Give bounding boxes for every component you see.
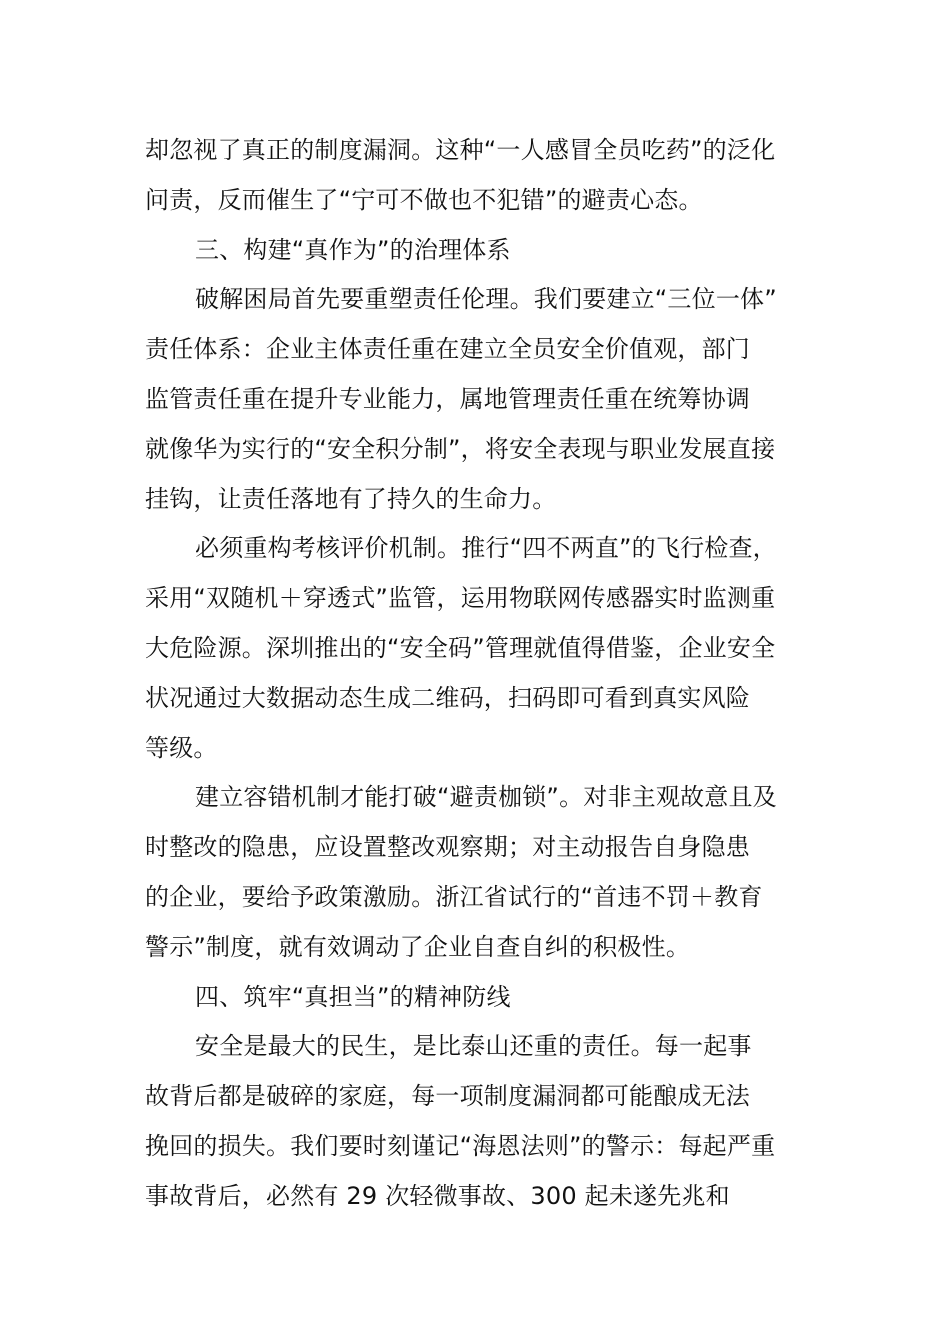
paragraph-line: 破解困局首先要重塑责任伦理。我们要建立“三位一体” xyxy=(195,285,777,314)
paragraph-line: 时整改的隐患，应设置整改观察期；对主动报告自身隐患 xyxy=(145,833,750,862)
section-heading: 四、筑牢“真担当”的精神防线 xyxy=(195,982,511,1011)
paragraph-line: 状况通过大数据动态生成二维码，扫码即可看到真实风险 xyxy=(145,683,750,712)
paragraph-line: 挂钩，让责任落地有了持久的生命力。 xyxy=(145,484,557,513)
paragraph-line: 大危险源。深圳推出的“安全码”管理就值得借鉴，企业安全 xyxy=(145,633,776,662)
paragraph-line: 挽回的损失。我们要时刻谨记“海恩法则”的警示：每起严重 xyxy=(145,1131,776,1160)
paragraph-line: 却忽视了真正的制度漏洞。这种“一人感冒全员吃药”的泛化 xyxy=(145,136,776,164)
paragraph-line: 等级。 xyxy=(145,733,218,762)
paragraph-line: 故背后都是破碎的家庭，每一项制度漏洞都可能酿成无法 xyxy=(145,1082,750,1111)
paragraph-line: 安全是最大的民生，是比泰山还重的责任。每一起事 xyxy=(195,1032,752,1061)
paragraph-line: 必须重构考核评价机制。推行“四不两直”的飞行检查， xyxy=(195,534,777,563)
paragraph-line: 警示”制度，就有效调动了企业自查自纠的积极性。 xyxy=(145,932,691,961)
paragraph-line: 责任体系：企业主体责任重在建立全员安全价值观，部门 xyxy=(145,335,750,364)
paragraph-line: 就像华为实行的“安全积分制”，将安全表现与职业发展直接 xyxy=(145,434,776,463)
section-heading: 三、构建“真作为”的治理体系 xyxy=(195,235,511,264)
paragraph-line: 事故背后，必然有 29 次轻微事故、300 起未遂先兆和 xyxy=(145,1181,730,1210)
paragraph-line: 的企业，要给予政策激励。浙江省试行的“首违不罚＋教育 xyxy=(145,882,763,911)
paragraph-line: 采用“双随机＋穿透式”监管，运用物联网传感器实时监测重 xyxy=(145,584,776,613)
paragraph-line: 建立容错机制才能打破“避责枷锁”。对非主观故意且及 xyxy=(195,783,777,812)
paragraph-line: 监管责任重在提升专业能力，属地管理责任重在统筹协调 xyxy=(145,384,750,413)
document-body xyxy=(145,126,810,1222)
paragraph-line: 问责，反而催生了“宁可不做也不犯错”的避责心态。 xyxy=(145,185,703,214)
